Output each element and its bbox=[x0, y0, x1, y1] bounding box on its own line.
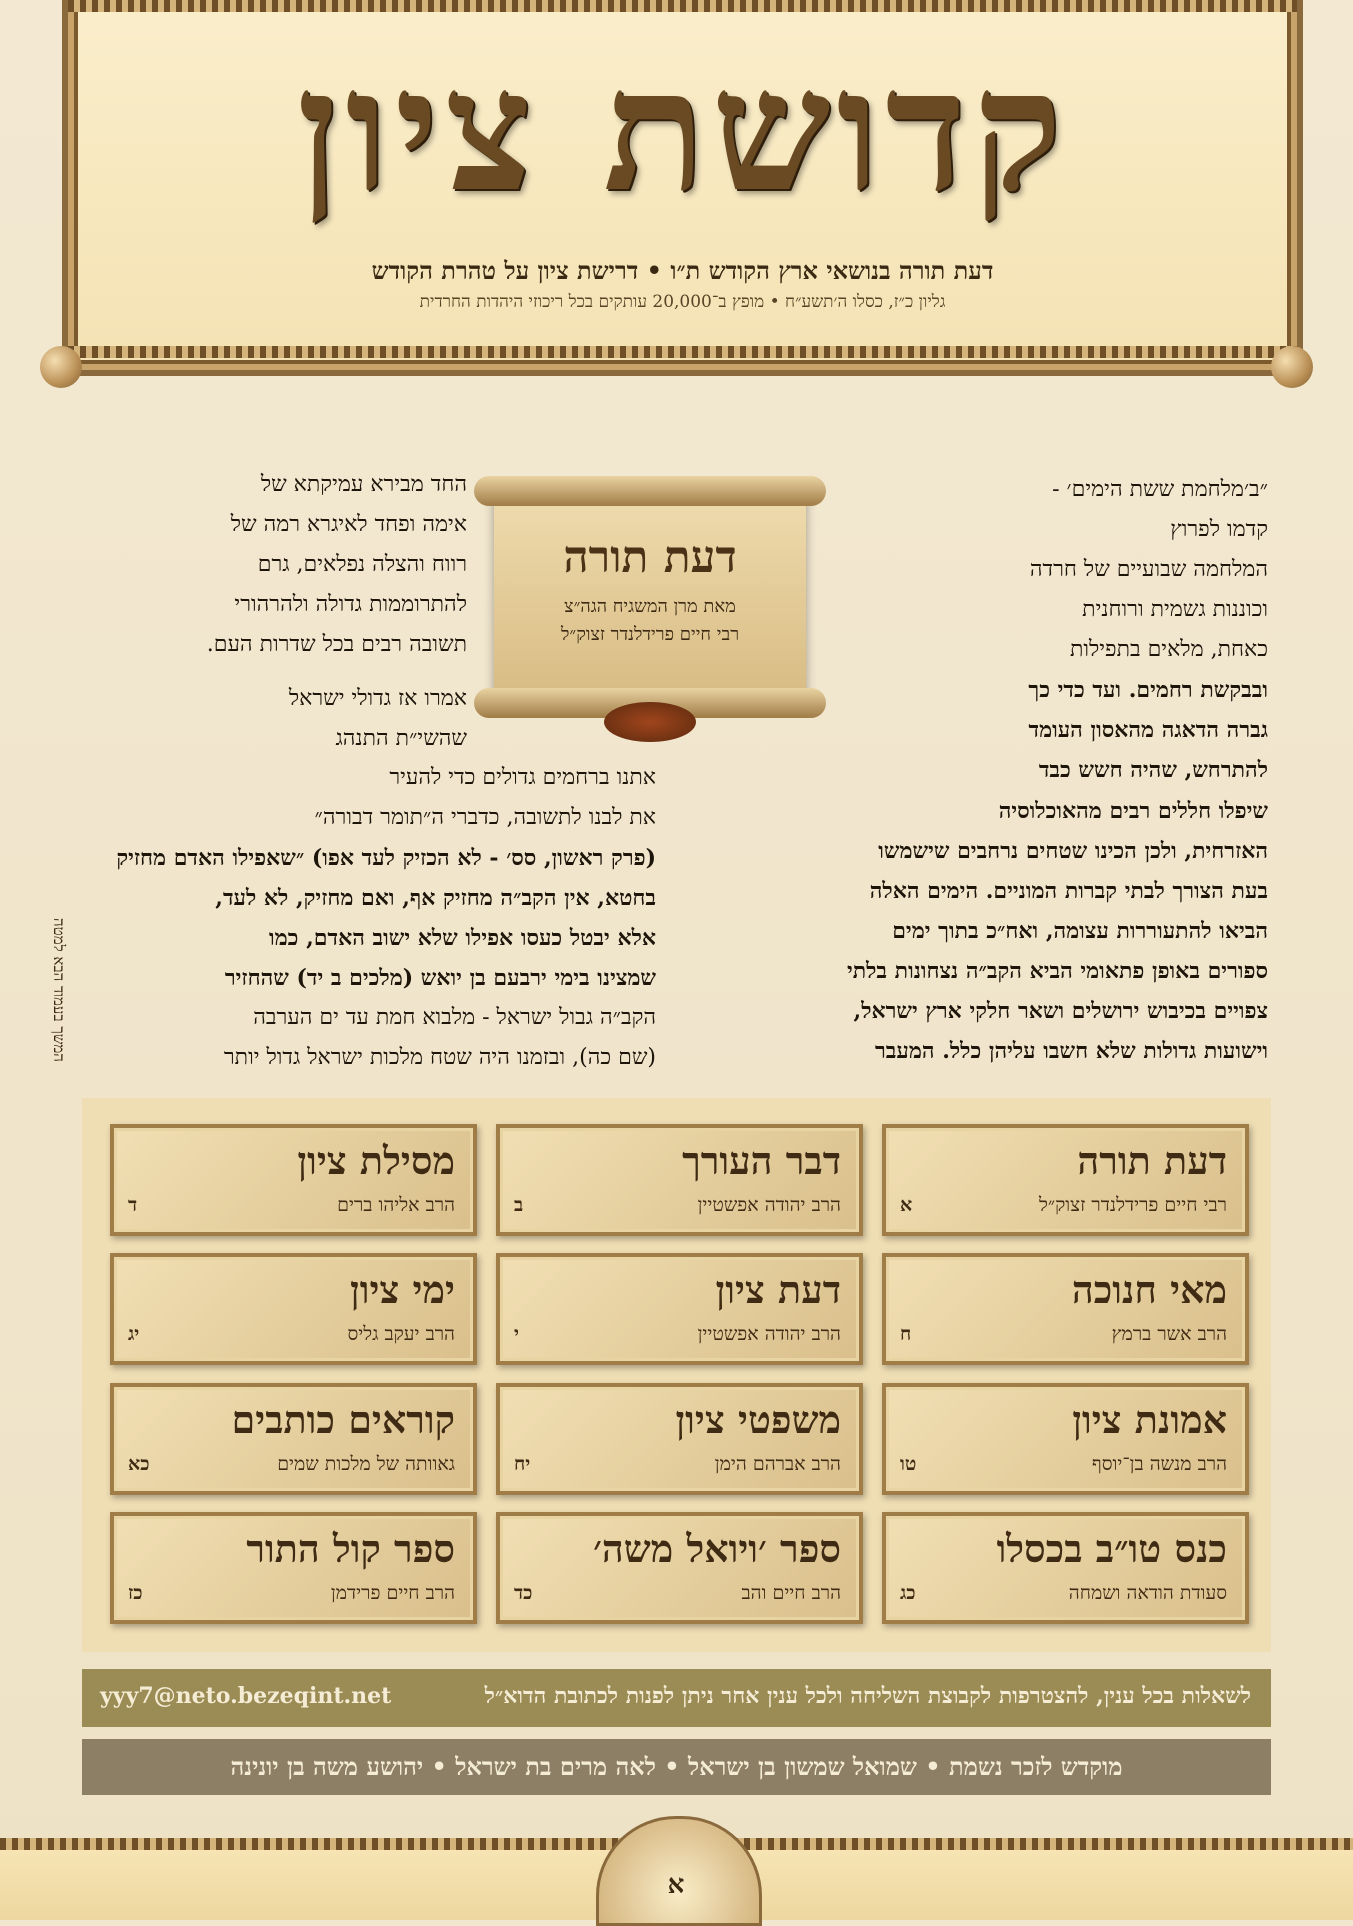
scroll-emblem bbox=[464, 466, 836, 746]
toc-card[interactable] bbox=[496, 1383, 863, 1495]
toc-page: כא bbox=[128, 1453, 150, 1475]
toc-card[interactable] bbox=[882, 1383, 1249, 1495]
toc-title: דעת ציון bbox=[715, 1267, 841, 1312]
toc-card[interactable] bbox=[110, 1253, 477, 1365]
page-number: א bbox=[667, 1870, 685, 1900]
text-line: את לבנו לתשובה, כדברי ה״תומר דבורה״ bbox=[314, 805, 656, 830]
masthead-title: קדושת ציון bbox=[296, 31, 1069, 229]
toc-author: הרב חיים פרידמן bbox=[330, 1582, 455, 1604]
contact-text: לשאלות בכל ענין, להצטרפות לקבוצת השליחה ולכל ענין אחר ניתן לפנות לכתובת הדוא״ל bbox=[484, 1683, 1251, 1709]
toc-card[interactable] bbox=[110, 1124, 477, 1236]
text-line: ובבקשת רחמים. ועד כדי כך bbox=[1028, 677, 1268, 703]
text-line: (פרק ראשון, סס׳ - לא הכזיק לעד אפו) ״שאפילו האדם מחזיק bbox=[116, 845, 656, 871]
bottom-chain-border bbox=[68, 346, 1297, 358]
scroll-line-2: רבי חיים פרידלנדר זצוק״ל bbox=[560, 624, 740, 645]
text-line: אמרו אז גדולי ישראל bbox=[288, 686, 467, 711]
article-right-column bbox=[835, 470, 1268, 790]
text-line: האזרחית, ולכן הכינו שטחים נרחבים שישמשו bbox=[878, 838, 1268, 864]
issue-line: גליון כ״ז, כסלו ה׳תשע״ח • מופץ ב־20,000 עותקים בכל ריכוזי היהדות החרדית bbox=[419, 292, 946, 312]
article-left-column bbox=[80, 465, 467, 759]
toc-author: הרב יהודה אפשטיין bbox=[697, 1194, 841, 1216]
text-line: הקב״ה גבול ישראל - מלבוא חמת עד ים הערבה bbox=[253, 1005, 656, 1030]
dedication-text: מוקדש לזכר נשמת • שמואל שמשון בן ישראל • לאה מרים בת ישראל • יהושע משה בן יונינה bbox=[230, 1752, 1123, 1781]
text-line: בעת הצורך לבתי קברות המוניים. הימים האלה bbox=[869, 878, 1268, 904]
toc-title: מאי חנוכה bbox=[1071, 1267, 1227, 1312]
toc-page: י bbox=[514, 1323, 519, 1345]
scroll-ornament bbox=[604, 702, 696, 742]
toc-card[interactable] bbox=[882, 1253, 1249, 1365]
dedication-band bbox=[82, 1739, 1271, 1795]
text-line: כאחת, מלאים בתפילות bbox=[1069, 637, 1268, 662]
toc-card[interactable] bbox=[496, 1512, 863, 1624]
text-line: תשובה רבים בכל שדרות העם. bbox=[206, 632, 467, 657]
toc-author: רבי חיים פרידלנדר זצוק״ל bbox=[1039, 1194, 1227, 1216]
toc-page: כג bbox=[900, 1582, 916, 1604]
text-line: להתרוממות גדולה ולהרהורי bbox=[234, 592, 467, 617]
toc-title: דבר העורך bbox=[682, 1138, 841, 1183]
scroll-title: דעת תורה bbox=[563, 532, 737, 583]
text-line: ספורים באופן פתאומי הביא הקב״ה נצחונות בלתי bbox=[846, 958, 1268, 984]
toc-author: הרב אליהו ברים bbox=[337, 1194, 455, 1216]
text-line: המלחמה שבועיים של חרדה bbox=[1029, 557, 1268, 582]
toc-title: ספר ׳ויואל משה׳ bbox=[593, 1526, 841, 1571]
text-line: החד מבירא עמיקתא של bbox=[260, 472, 467, 497]
toc-author: הרב אשר ברמץ bbox=[1111, 1323, 1227, 1345]
toc-title: מסילת ציון bbox=[297, 1138, 455, 1183]
scroll-parchment bbox=[494, 490, 806, 700]
toc-title: ימי ציון bbox=[350, 1267, 455, 1312]
toc-author: סעודת הודאה ושמחה bbox=[1068, 1582, 1227, 1604]
text-line: שיפלו חללים רבים מהאוכלוסיה bbox=[998, 798, 1268, 824]
toc-author: גאוותה של מלכות שמים bbox=[277, 1453, 455, 1475]
toc-card[interactable] bbox=[496, 1124, 863, 1236]
toc-author: הרב יהודה אפשטיין bbox=[697, 1323, 841, 1345]
toc-author: הרב מנשה בן־יוסף bbox=[1091, 1453, 1227, 1475]
text-line: קדמו לפרוץ bbox=[1170, 517, 1268, 542]
toc-title: משפטי ציון bbox=[675, 1397, 841, 1442]
toc-card[interactable] bbox=[882, 1124, 1249, 1236]
text-line: אימה ופחד לאיגרא רמה של bbox=[230, 512, 467, 537]
text-line: אתנו ברחמים גדולים כדי להעיר bbox=[389, 765, 656, 790]
corner-ornament bbox=[40, 346, 82, 388]
text-line: גברה הדאגה מהאסון העומד bbox=[1028, 717, 1268, 743]
toc-card[interactable] bbox=[882, 1512, 1249, 1624]
toc-title: כנס טו״ב בכסלו bbox=[996, 1526, 1227, 1571]
toc-card[interactable] bbox=[110, 1512, 477, 1624]
scroll-roll-top bbox=[474, 476, 826, 506]
toc-page: כד bbox=[514, 1582, 533, 1604]
toc-page: יג bbox=[128, 1323, 140, 1345]
text-line: בחטא, אין הקב״ה מחזיק אף, ואם מחזיק, לא לעד, bbox=[215, 885, 656, 911]
toc-page: ח bbox=[900, 1323, 912, 1345]
top-chain-border bbox=[68, 0, 1297, 12]
text-line: אלא יבטל כעסו אפילו שלא ישוב האדם, כמו bbox=[269, 925, 656, 951]
contact-email[interactable]: yyy7@neto.bezeqint.net bbox=[100, 1683, 392, 1709]
text-line: וכוננות גשמית ורוחנית bbox=[1082, 597, 1268, 622]
continued-note: המשך בעמוד הבא למטה bbox=[50, 918, 68, 1062]
toc-card[interactable] bbox=[110, 1383, 477, 1495]
corner-ornament bbox=[1271, 346, 1313, 388]
toc-author: הרב חיים והב bbox=[741, 1582, 841, 1604]
toc-title: דעת תורה bbox=[1077, 1138, 1227, 1183]
text-line: ״ב׳מלחמת ששת הימים׳ - bbox=[1052, 477, 1268, 502]
toc-page: ד bbox=[128, 1194, 138, 1216]
text-line: להתרחש, שהיה חשש כבד bbox=[1038, 757, 1268, 783]
toc-page: טו bbox=[900, 1453, 917, 1475]
toc-page: כז bbox=[128, 1582, 143, 1604]
toc-page: ב bbox=[514, 1194, 524, 1216]
text-line: (שם כה), ובזמנו היה שטח מלכות ישראל גדול יותר bbox=[223, 1045, 656, 1070]
toc-page: א bbox=[900, 1194, 913, 1216]
toc-title: אמונת ציון bbox=[1072, 1397, 1227, 1442]
table-of-contents bbox=[82, 1098, 1271, 1652]
toc-page: יח bbox=[514, 1453, 531, 1475]
toc-author: הרב אברהם הימן bbox=[714, 1453, 841, 1475]
toc-title: קוראים כותבים bbox=[231, 1397, 455, 1442]
toc-card[interactable] bbox=[496, 1253, 863, 1365]
text-line: הביאו להתעוררות עצומה, ואח״כ בתוך ימים bbox=[892, 918, 1268, 944]
text-line: רווח והצלה נפלאים, גרם bbox=[257, 552, 467, 577]
masthead-subtitle: דעת תורה בנושאי ארץ הקודש ת״ו • דרישת ציון על טהרת הקודש bbox=[371, 256, 994, 285]
masthead bbox=[62, 0, 1303, 376]
toc-author: הרב יעקב גליס bbox=[347, 1323, 455, 1345]
text-line: שמצינו בימי ירבעם בן יואש (מלכים ב יד) שהחזיר bbox=[224, 965, 656, 991]
text-line: צפויים בכיבוש ירושלים ושאר חלקי ארץ ישראל, bbox=[853, 998, 1268, 1024]
text-line: שהשי״ת התנהג bbox=[335, 726, 467, 751]
contact-band bbox=[82, 1669, 1271, 1727]
toc-title: ספר קול התור bbox=[246, 1526, 455, 1571]
article-right-wide bbox=[700, 791, 1268, 1071]
text-line: וישועות גדולות שלא חשבו עליהן כלל. המעבר bbox=[874, 1038, 1268, 1064]
scroll-line-1: מאת מרן המשגיח הגה״צ bbox=[564, 596, 736, 617]
article-left-wide bbox=[80, 758, 656, 1078]
